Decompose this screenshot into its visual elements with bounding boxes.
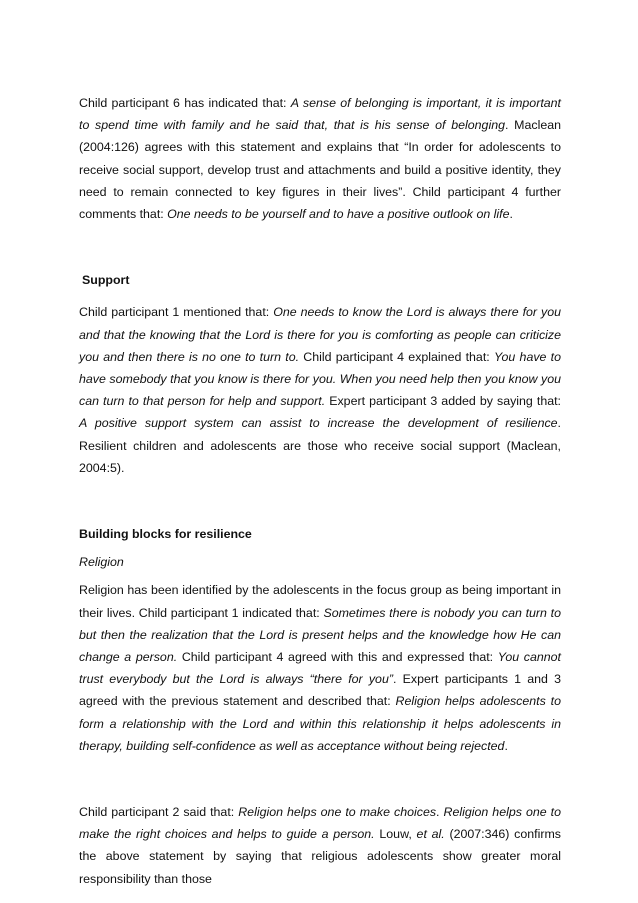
text-span: . Resilient children and adolescents are those who receive social support (Maclean, 2004:5). — [79, 416, 561, 475]
heading-building-blocks: Building blocks for resilience — [79, 527, 252, 542]
text-span: Child participant 2 said that: — [79, 805, 239, 820]
paragraph-belonging — [79, 92, 561, 225]
text-span: (2007:346) confirms the above statement by saying that religious adolescents show greater moral responsibility than those — [79, 827, 561, 886]
text-span: . Maclean (2004:126) agrees with this statement and explains that “In order for adolescents to receive social support, develop trust and attachments and build a positive identity, they need to remain connected to key figures in their lives”. Child participant 4 further comments that: — [79, 118, 561, 222]
quote-span: Religion helps one to make the right choices and helps to guide a person. — [79, 805, 561, 842]
quote-span: One needs to be yourself and to have a positive outlook on life — [167, 207, 510, 222]
text-span: . — [436, 805, 444, 820]
citation-etal: et al. — [416, 827, 445, 842]
quote-span: One needs to know the Lord is always there for you and that the knowing that the Lord is there for you is comforting as people can criticize you and then there is no one to turn to. — [79, 305, 562, 364]
quote-span: , building self-confidence as well as acceptance without being rejected — [119, 738, 505, 753]
text-span: . — [509, 207, 513, 222]
quote-span: Sometimes there is nobody you can turn to but then the realization that the Lord is present helps and the knowledge how He can change a person. — [79, 605, 561, 665]
text-span: . — [504, 738, 508, 753]
quote-span: You have to have somebody that you know is there for you. When you need help then you know you can turn to that person for help and support. — [79, 349, 562, 409]
heading-support: Support — [82, 273, 130, 288]
text-span: Child participant 4 agreed with this and expressed that: — [177, 650, 498, 665]
paragraph-religion — [79, 579, 561, 757]
quote-span: You cannot trust everybody but the Lord is always “there for you” — [79, 650, 561, 687]
text-span: Louw, — [374, 827, 417, 842]
text-span: Child participant 6 has indicated that: — [79, 96, 291, 110]
text-span: . Expert participants 1 and 3 agreed with the previous statement and described that: — [79, 672, 562, 709]
subheading-religion: Religion — [79, 555, 124, 570]
text-span: Religion has been identified by the adolescents in the focus group as being important in their lives. Child participant 1 indicated that: — [79, 583, 561, 620]
text-span: Child participant 1 mentioned that: — [79, 305, 274, 320]
quote-span: A sense of belonging is important, it is important to spend time with family and he said that, that is his sense of belonging — [79, 96, 561, 133]
document-page — [79, 92, 561, 890]
paragraph-choices — [79, 801, 561, 890]
paragraph-support — [79, 301, 561, 479]
text-span: Child participant 4 explained that: — [299, 349, 494, 364]
quote-span: A positive support system can assist to increase the development of resilience — [79, 416, 558, 431]
quote-span: Religion helps adolescents to form a relationship with the Lord and within this relationship it helps adolescents in therapy — [79, 694, 561, 753]
text-span: Expert participant 3 added by saying that: — [325, 394, 561, 409]
quote-span: Religion helps one to make choices — [238, 805, 437, 820]
